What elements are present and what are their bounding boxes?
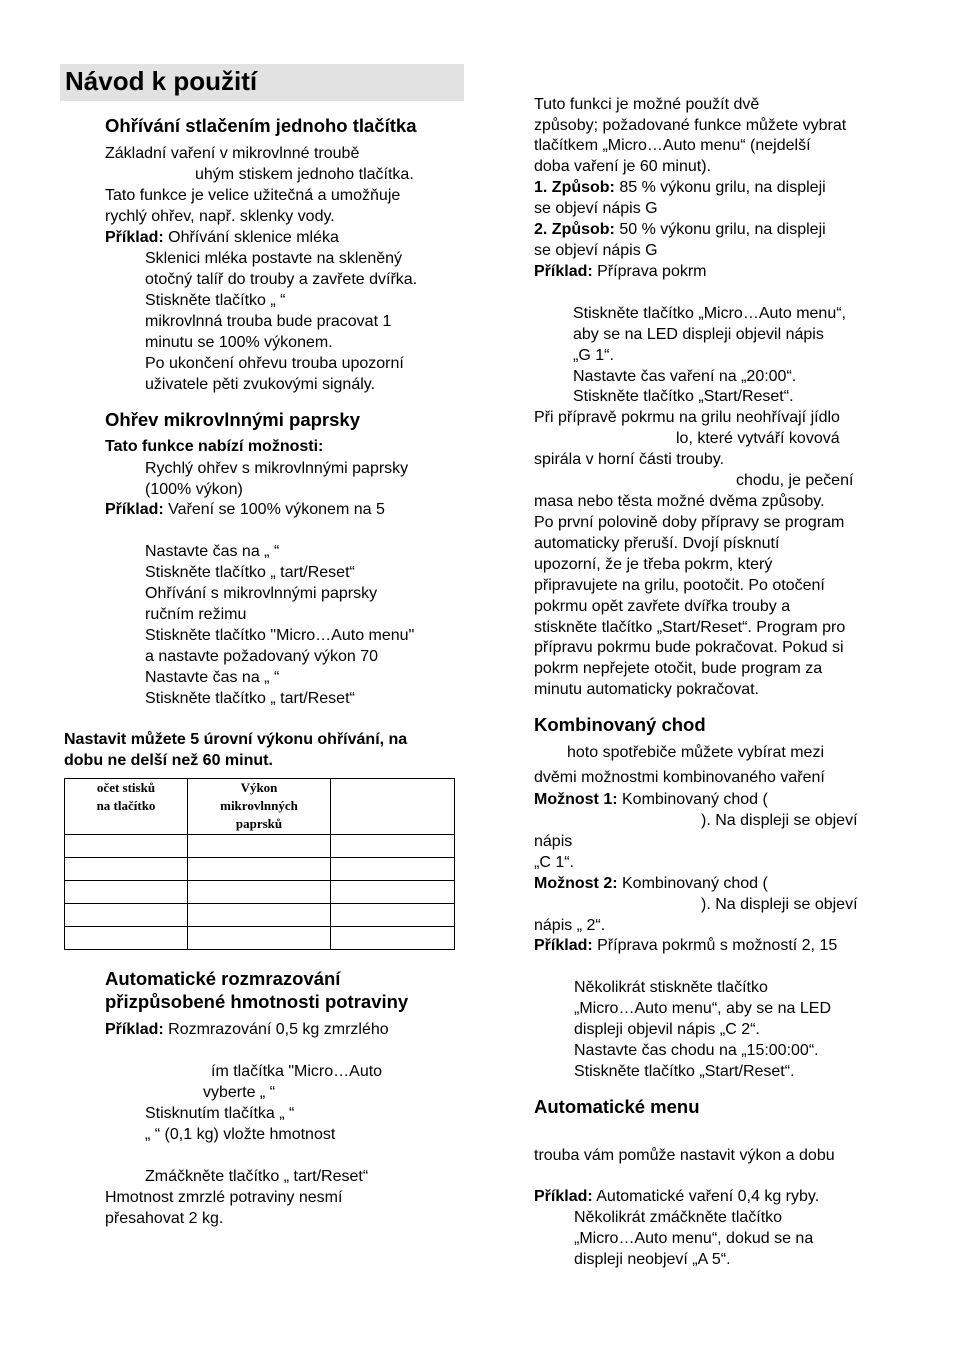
note-line: lo, které vytváří kovová [676,430,840,447]
power-levels-table [64,778,455,950]
table-header-row [65,779,455,835]
option1-label: Možnost 1: [534,791,618,808]
step-line: Sklenici mléka postavte na skleněný [145,250,403,267]
step-line: Nastavte čas chodu na „15:00:00“. [574,1042,819,1059]
table-cell [65,858,188,881]
table-cell [65,881,188,904]
text-line: doba vaření je 60 minut). [534,158,711,175]
table-cell [331,904,455,927]
step-line: aby se na LED displeji objevil nápis [573,326,824,343]
step-line: displeji neobjeví „A 5“. [574,1251,731,1268]
note-line: přípravu pokrmu bude pokračovat. Pokud si [534,639,844,656]
option-line [534,789,768,810]
step-line: Ohřívání s mikrovlnnými paprsky [145,585,378,602]
note-line: stiskněte tlačítko „Start/Reset“. Program pro [534,619,846,636]
text-line: (100% výkon) [145,481,243,498]
heading-one-touch: Ohřívání stlačením jednoho tlačítka [105,115,417,136]
example-label: Příklad: [534,263,593,280]
table-header-empty [331,779,455,835]
note-line: Po první polovině doby přípravy se program [534,514,845,531]
example-line [534,261,707,282]
example-text: Ohřívání sklenice mléka [163,229,339,246]
power-note: Nastavit můžete 5 úrovní výkonu ohřívání, na [64,731,408,748]
note-line: upozorní, že je třeba pokrm, který [534,556,773,573]
text-line: dvěmi možnostmi kombinovaného vaření [534,769,825,786]
step-line: Stiskněte tlačítko "Micro…Auto menu" [145,627,415,644]
text-line: Základní vaření v mikrovlnné troubě [105,145,360,162]
note-line: automaticky přeruší. Dvojí písknutí [534,535,780,552]
table-cell [65,927,188,950]
table-row [65,904,455,927]
text-line: uhým stiskem jednoho tlačítka. [195,166,414,183]
step-line: Stiskněte tlačítko „ “ [145,292,286,309]
table-cell [331,881,455,904]
example-line [105,1019,389,1040]
step-line: „G 1“. [573,347,614,364]
example-text: Automatické vaření 0,4 kg ryby. [592,1188,820,1205]
note-line: spirála v horní části trouby. [534,451,725,468]
step-line: Stisknutím tlačítka „ “ [145,1105,295,1122]
table-cell [188,904,331,927]
way-line [534,219,826,240]
text-line: nápis „ 2“. [534,917,606,934]
note-line: Při přípravě pokrmu na grilu neohřívají jídlo [534,409,840,426]
example-label: Příklad: [105,501,164,518]
table-cell [331,858,455,881]
table-cell [188,858,331,881]
text-line: ). Na displeji se objeví [701,896,858,913]
note-line: minutu automaticky pokračovat. [534,681,759,698]
table-row [65,835,455,858]
step-line: Stiskněte tlačítko „ tart/Reset“ [145,690,355,707]
example-line [105,227,339,248]
text-line: Rychlý ohřev s mikrovlnnými paprsky [145,460,409,477]
text-line: nápis [534,833,573,850]
step-line: Stiskněte tlačítko „Start/Reset“. [574,1063,795,1080]
step-line: Nastavte čas vaření na „20:00“. [573,368,797,385]
step-line: Po ukončení ohřevu trouba upozorní [145,355,404,372]
heading-combo: Kombinovaný chod [534,714,706,735]
example-label: Příklad: [534,1188,593,1205]
table-row [65,881,455,904]
text-line: Tato funkce je velice užitečná a umožňuje [105,187,401,204]
step-line: Několikrát zmáčkněte tlačítko [574,1209,783,1226]
text-line: ). Na displeji se objeví [701,812,858,829]
step-line: vyberte „ “ [203,1084,276,1101]
step-line: Několikrát stiskněte tlačítko [574,979,768,996]
note-line: chodu, je pečení [736,472,854,489]
way2-text: 50 % výkonu grilu, na displeji [614,221,826,238]
subheading: Tato funkce nabízí možnosti: [105,438,324,455]
way1-label: 1. Způsob: [534,179,615,196]
step-line: ručním režimu [145,606,247,623]
example-line [105,499,385,520]
table-header-presses: očet stisků na tlačítko [65,779,188,835]
heading-defrost-cont: přizpůsobené hmotnosti potraviny [105,991,409,1012]
table-cell [188,881,331,904]
example-line [534,935,837,956]
step-line: Nastavte čas na „ “ [145,669,280,686]
step-line: Stiskněte tlačítko „Micro…Auto menu“, [573,305,846,322]
example-text: Rozmrazování 0,5 kg zmrzlého [163,1021,389,1038]
example-text: Vaření se 100% výkonem na 5 [163,501,385,518]
example-label: Příklad: [534,937,593,954]
step-line: „Micro…Auto menu“, dokud se na [574,1230,814,1247]
way2-label: 2. Způsob: [534,221,615,238]
text-line: přesahovat 2 kg. [105,1210,224,1227]
step-line: mikrovlnná trouba bude pracovat 1 [145,313,392,330]
step-line: „Micro…Auto menu“, aby se na LED [574,1000,831,1017]
step-line: a nastavte požadovaný výkon 70 [145,648,379,665]
example-text: Příprava pokrmů s možností 2, 15 [592,937,838,954]
text-line: se objeví nápis G [534,200,658,217]
step-line: „ “ (0,1 kg) vložte hmotnost [145,1126,336,1143]
power-note: dobu ne delší než 60 minut. [64,752,273,769]
note-line: pokrmu opět zavřete dvířka trouby a [534,598,791,615]
note-line: pokrm nepřejete otočit, bude program za [534,660,823,677]
table-cell [65,904,188,927]
option2-label: Možnost 2: [534,875,618,892]
page-title: Návod k použití [65,66,258,96]
example-label: Příklad: [105,1021,164,1038]
option-line [534,873,768,894]
table-cell [331,835,455,858]
table-cell [65,835,188,858]
step-line: minutu se 100% výkonem. [145,334,333,351]
step-line: displeji objevil nápis „C 2“. [574,1021,760,1038]
option1-text: Kombinovaný chod ( [617,791,768,808]
table-header-power: Výkon mikrovlnných paprsků [188,779,331,835]
heading-auto-menu: Automatické menu [534,1096,700,1117]
step-line: Stiskněte tlačítko „Start/Reset“. [573,388,794,405]
heading-defrost: Automatické rozmrazování [105,968,341,989]
text-line: „C 1“. [534,854,574,871]
text-line: trouba vám pomůže nastavit výkon a dobu [534,1147,835,1164]
option2-text: Kombinovaný chod ( [617,875,768,892]
table-cell [188,927,331,950]
text-line: tlačítkem „Micro…Auto menu“ (nejdelší [534,137,811,154]
step-line: uživatele pěti zvukovými signály. [145,376,376,393]
step-line: Stiskněte tlačítko „ tart/Reset“ [145,564,355,581]
step-line: ím tlačítka "Micro…Auto [211,1063,383,1080]
note-line: připravujete na grilu, pootočit. Po otočení [534,577,825,594]
way-line [534,177,826,198]
example-label: Příklad: [105,229,164,246]
table-cell [331,927,455,950]
table-cell [188,835,331,858]
text-line: způsoby; požadované funkce můžete vybrat [534,117,847,134]
example-text: Příprava pokrm [592,263,707,280]
step-line: Nastavte čas na „ “ [145,543,280,560]
heading-microwave: Ohřev mikrovlnnými paprsky [105,409,360,430]
example-line [534,1186,819,1207]
text-line: rychlý ohřev, např. sklenky vody. [105,208,335,225]
table-row [65,858,455,881]
table-row [65,927,455,950]
way1-text: 85 % výkonu grilu, na displeji [614,179,826,196]
step-line: Zmáčkněte tlačítko „ tart/Reset“ [145,1168,369,1185]
step-line: otočný talíř do trouby a zavřete dvířka. [145,271,418,288]
text-line: hoto spotřebiče můžete vybírat mezi [567,744,825,761]
text-line: se objeví nápis G [534,242,658,259]
note-line: masa nebo těsta možné dvěma způsoby. [534,493,825,510]
text-line: Hmotnost zmrzlé potraviny nesmí [105,1189,343,1206]
text-line: Tuto funkci je možné použít dvě [534,96,760,113]
